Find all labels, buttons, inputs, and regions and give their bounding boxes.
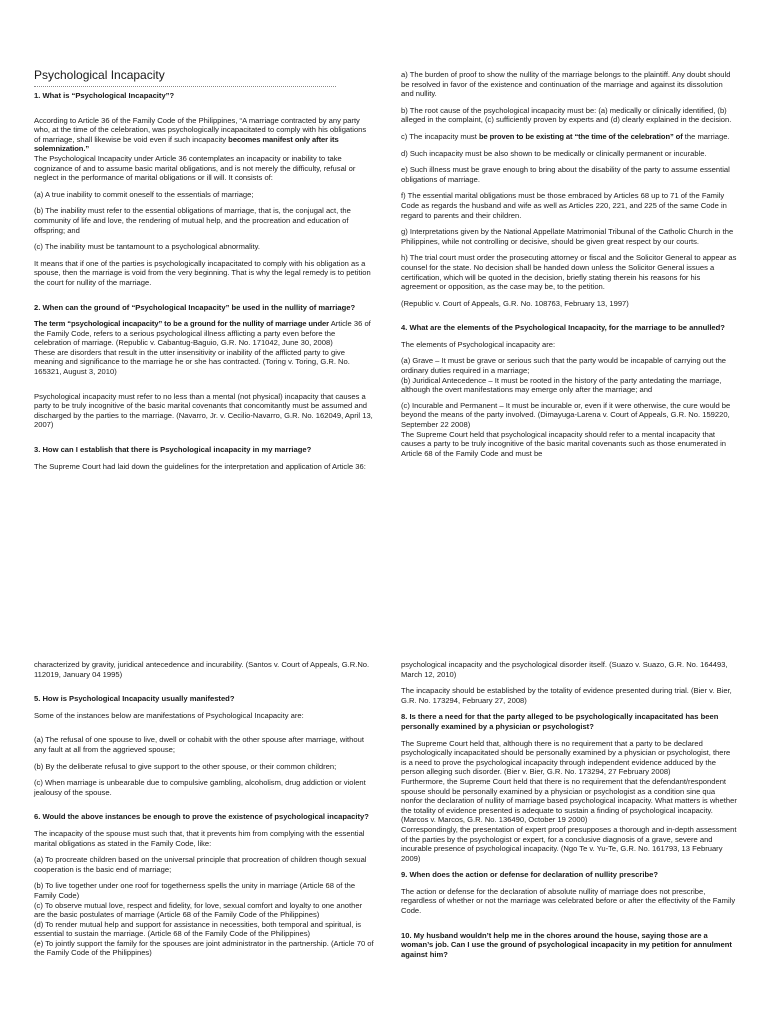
guideline-f: f) The essential marital obligations must be those embraced by Articles 68 up to 71 of the Family Code as regards the husband and wife as well as Articles 220, 221, and 225 of the same Code in regard to parents and their children.	[401, 191, 727, 220]
left-column	[34, 68, 374, 478]
q8-paragraph-3: Correspondingly, the presentation of expert proof presupposes a thorough and in-depth assessment of the parties by the psychologist or expert, for a conclusive diagnosis of a grave, severe and incurable presence of psychological incapacity. (Ngo Te v. Yu-Te, G.R. No. 161793, 13 February 2009)	[401, 824, 737, 863]
question-9-heading: 9. When does the action or defense for declaration of nullity prescribe?	[401, 870, 658, 880]
q1-item-c: (c) The inability must be tantamount to a psychological abnormality.	[34, 242, 260, 252]
q6-item-c: (c) To observe mutual love, respect and fidelity, for love, sexual comfort and loyalty to one another are the basic postulates of marriage (Article 68 of the Family Code of the Philippines)	[34, 900, 363, 920]
q2-paragraph-2: These are disorders that result in the utter insensitivity or inability of the afflicted party to give meaning and significance to the marriage he or she has contracted. (Toring v. Toring, G.R. No. 165321, August 3, 2010)	[34, 347, 350, 377]
q9-paragraph: The action or defense for the declaration of absolute nullity of marriage does not prescribe, regardless of whether or not the marriage was celebrated before or after the effectivity of the Family Code.	[401, 886, 736, 916]
q2-paragraph-1	[34, 319, 374, 348]
page2-right-column	[401, 660, 737, 966]
question-6-heading: 6. Would the above instances be enough to prove the existence of psychological incapacity?	[34, 812, 369, 822]
q6-item-a: (a) To procreate children based on the universal principle that procreation of children though sexual cooperation is the basic end of marriage;	[34, 855, 367, 874]
q5-item-a: (a) The refusal of one spouse to live, dwell or cohabit with the other spouse after marriage, without any fault at all from the aggrieved spouse;	[34, 735, 364, 754]
guideline-h: h) The trial court must order the prosecuting attorney or fiscal and the Solicitor General to appear as counsel for the state. No decision shall be handed down unless the Solicitor General issues a certification, which will be quoted in the decision, briefly stating therein his reasons for his agreement or opposition, as the case may be, to the petition.	[401, 253, 737, 292]
q1-item-a: (a) A true inability to commit oneself to the essentials of marriage;	[34, 189, 254, 199]
guideline-c	[401, 132, 737, 142]
question-3-heading: 3. How can I establish that there is Psychological incapacity in my marriage?	[34, 445, 312, 455]
page2-left-column	[34, 660, 374, 958]
q1-item-b: (b) The inability must refer to the essential obligations of marriage, that is, the conjugal act, the community of life and love, the rendering of mutual help, and the procreation and education of offspring; and	[34, 206, 351, 235]
q4-element-b-label: (b) Juridical Antecedence –	[401, 375, 493, 385]
question-8-heading: 8. Is there a need for that the party alleged to be psychologically incapacitated has been personally examined by a physician or psychologist?	[401, 712, 719, 731]
guideline-d: d) Such incapacity must be also shown to be medically or clinically permanent or incurable.	[401, 148, 707, 158]
guideline-c-tail: the marriage.	[684, 131, 730, 141]
page2-right-continuation: psychological incapacity and the psychological disorder itself. (Suazo v. Suazo, G.R. No. 164493, March 12, 2010)	[401, 660, 728, 679]
q6-item-e: (e) To jointly support the family for the spouses are joint administrator in the partnership. (Article 70 of the Family Code of the Philippines)	[34, 938, 374, 958]
right-column	[401, 70, 737, 465]
guideline-b: b) The root cause of the psychological incapacity must be: (a) medically or clinically identified, (b) alleged in the complaint, (c) sufficiently proven by experts and (d) clearly explained in the decision.	[401, 105, 732, 125]
guideline-c-emphasis: be proven to be existing at “the time of the celebration” of	[478, 131, 683, 141]
q1-paragraph-text: According to Article 36 of the Family Code of the Philippines, “A marriage contracted by any party who, at the time of the celebration, was psychologically incapacitated to comply with his obligations of marriage, shall likewise be void even if such incapacity	[34, 115, 367, 144]
q4-element-b-text: It must be rooted in the history of the party antedating the marriage, although the overt manifestations may emerge only after the marriage; and	[401, 375, 722, 395]
q5-item-c: (c) When marriage is unbearable due to compulsive gambling, alcoholism, drug addiction or violent jealousy of the spouse.	[34, 778, 366, 797]
question-1-heading: 1. What is “Psychological Incapacity”?	[34, 91, 175, 100]
q6-intro: The incapacity of the spouse must such that, that it prevents him from complying with the essential marital obligations as stated in the Family Code, like:	[34, 828, 365, 848]
q8-paragraph-1: The Supreme Court held that, although there is no requirement that a party to be declared psychologically incapacitated should be personally examined by a physician or psychologist, there is a need to prove the psychological incapacity through independent evidence adduced by the person alleging such disorder. (Bier v. Bier, G.R. No. 173294, 27 February 2008)	[401, 738, 731, 777]
q4-element-a-label: (a) Grave –	[401, 356, 440, 366]
q2-paragraph-3: Psychological incapacity must refer to no less than a mental (not physical) incapacity that causes a party to be truly incognitive of the basic marital covenants that concomitantly must be assumed and discharged by the parties to the marriage. (Navarro, Jr. v. Cecilio-Navarro, G.R. No. 162049, April 13, 2007)	[34, 391, 373, 430]
q1-paragraph-3: It means that if one of the parties is psychologically incapacitated to comply with his obligation as a spouse, then the marriage is void from the very beginning. That is why the legal remedy is to petition the court for nullity of the marriage.	[34, 258, 371, 287]
q4-element-c-text: It must be incurable or, even if it were otherwise, the cure would be beyond the means of the party involved. (Dimayuga-Larena v. Court of Appeals, G.R. No. 159220, September 22 2008)	[401, 400, 731, 430]
q1-paragraph-emphasis: becomes manifest only after its solemnization.”	[34, 134, 339, 154]
question-5-heading: 5. How is Psychological Incapacity usually manifested?	[34, 694, 235, 704]
q4-intro: The elements of Psychological incapacity are:	[401, 339, 556, 349]
citation: (Republic v. Court of Appeals, G.R. No. 108763, February 13, 1997)	[401, 298, 629, 308]
q6-item-d: (d) To render mutual help and support for assistance in necessities, both temporal and spiritual, is essential to sustain the marriage. (Article 68 of the Family Code of the Philippines)	[34, 919, 361, 939]
q6-item-b: (b) To live together under one roof for togetherness spells the unity in marriage (Article 68 of the Family Code)	[34, 881, 356, 900]
q4-element-a-text: It must be grave or serious such that the party would be incapable of carrying out the ordinary duties required in a marriage;	[401, 356, 727, 376]
q1-paragraph-2: The Psychological Incapacity under Article 36 contemplates an incapacity or inability to take cognizance of and to assume basic marital obligations, and is not merely the difficulty, refusal or neglect in the performance of marital obligations or ill will. It consists of:	[34, 153, 356, 183]
q1-paragraph	[34, 116, 374, 154]
document-title: Psychological Incapacity	[34, 68, 336, 87]
question-10-heading: 10. My husband wouldn’t help me in the chores around the house, saying those are a woman’s job. Can I use the ground of psychological incapacity in my petition for annulment against him?	[401, 930, 732, 959]
q5-intro: Some of the instances below are manifestations of Psychological Incapacity are:	[34, 710, 304, 720]
document-page-2	[0, 640, 768, 1024]
page2-continuation: characterized by gravity, juridical antecedence and incurability. (Santos v. Court of Appeals, G.R.No. 112019, January 04 1995)	[34, 660, 370, 679]
q8-paragraph-2: Furthermore, the Supreme Court held that there is no requirement that the defendant/respondent spouse should be personally examined by a physician or psychologist as a condition sine qua nonfor the declaration of nullity of marriage based psychological incapacity. What matters is whether the totality of evidence presented is adequate to sustain a finding of psychological incapacity. (Marcos v. Marcos, G.R. No. 136490, October 19 2000)	[401, 776, 737, 825]
q4-element-c-label: (c) Incurable and Permanent –	[401, 400, 504, 410]
guideline-e: e) Such illness must be grave enough to bring about the disability of the party to assume essential obligations of marriage.	[401, 165, 730, 184]
q3-paragraph: The Supreme Court had laid down the guidelines for the interpretation and application of Article 36:	[34, 461, 366, 471]
page2-right-paragraph-2: The incapacity should be established by the totality of evidence presented during trial. (Bier v. Bier, G.R. No. 173294, February 27, 2008)	[401, 686, 732, 705]
q4-paragraph-after: The Supreme Court held that psychological incapacity should refer to a mental incapacity that causes a party to be truly incognitive of the basic marital covenants such as those enumerated in Article 68 of the Family Code and must be	[401, 429, 727, 458]
guideline-a: a) The burden of proof to show the nullity of the marriage belongs to the plaintiff. Any doubt should be resolved in favor of the existence and continuation of the marriage and against its dissolution and nullity.	[401, 70, 731, 99]
q5-item-b: (b) By the deliberate refusal to give support to the other spouse, or their common children;	[34, 761, 337, 771]
question-4-heading: 4. What are the elements of the Psychological Incapacity, for the marriage to be annulled?	[401, 323, 725, 333]
question-2-heading: 2. When can the ground of “Psychological Incapacity” be used in the nullity of marriage?	[34, 302, 356, 312]
q4-element-b	[401, 376, 737, 395]
q2-paragraph-text: Article 36 of the Family Code, refers to a serious psychological illness afflicting a party even before the celebration of marriage. (Republic v. Cabantug-Baguio, G.R. No. 171042, June 30, 2008)	[34, 319, 371, 348]
q4-element-c	[401, 401, 737, 430]
guideline-c-lead: c) The incapacity must	[401, 131, 477, 141]
q4-element-a	[401, 356, 737, 375]
guideline-g: g) Interpretations given by the National Appellate Matrimonial Tribunal of the Catholic Church in the Philippines, while not controlling or decisive, should be given great respect by our courts.	[401, 227, 734, 246]
q2-paragraph-emphasis: The term “psychological incapacity” to be a ground for the nullity of marriage under	[34, 319, 329, 329]
